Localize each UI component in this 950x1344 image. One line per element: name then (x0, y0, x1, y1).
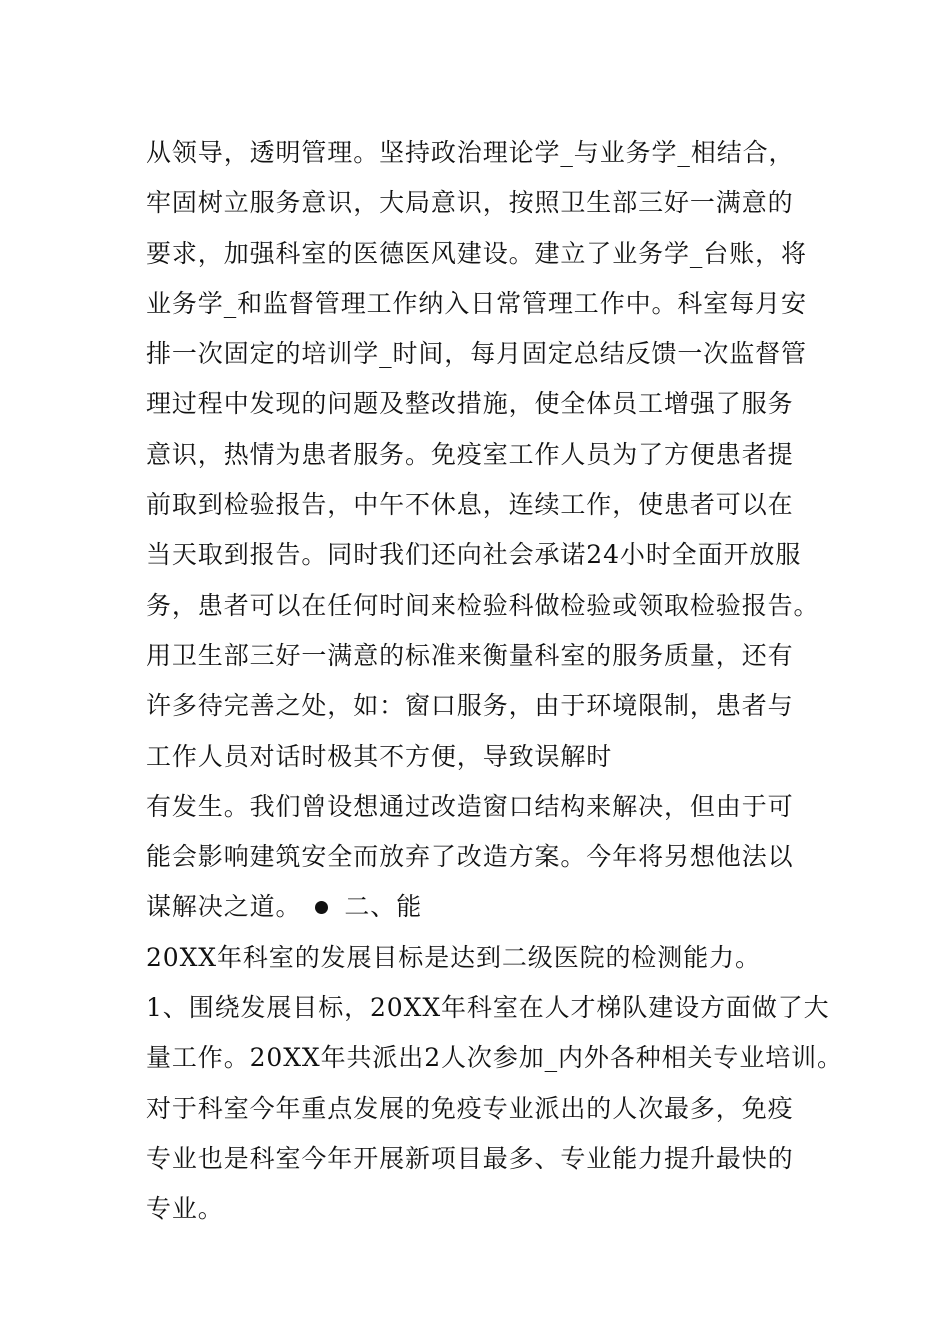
text-line: 前取到检验报告，中午不休息，连续工作，使患者可以在 (146, 490, 794, 520)
text-line: 牢固树立服务意识，大局意识，按照卫生部三好一满意的 (146, 188, 794, 218)
text-line: 对于科室今年重点发展的免疫专业派出的人次最多，免疫 (146, 1093, 794, 1123)
text-line: 有发生。我们曾设想通过改造窗口结构来解决，但由于可 (146, 791, 794, 821)
text-line: 许多待完善之处，如：窗口服务，由于环境限制，患者与 (146, 691, 794, 721)
text-line: 务，患者可以在任何时间来检验科做检验或领取检验报告。 (146, 590, 820, 620)
text-line: 20XX年科室的发展目标是达到二级医院的检测能力。 (146, 942, 761, 972)
text-line: 排一次固定的培训学_时间，每月固定总结反馈一次监督管 (146, 339, 807, 369)
text-line: 理过程中发现的问题及整改措施，使全体员工增强了服务 (146, 389, 794, 419)
bullet-line (146, 882, 846, 932)
text-line: 业务学_和监督管理工作纳入日常管理工作中。科室每月安 (146, 288, 807, 318)
text-line: 能会影响建筑安全而放弃了改造方案。今年将另想他法以 (146, 842, 794, 872)
text-line: 1、围绕发展目标，20XX年科室在人才梯队建设方面做了大 (146, 993, 830, 1023)
text-line: 当天取到报告。同时我们还向社会承诺24小时全面开放服 (146, 540, 802, 570)
text-line: 用卫生部三好一满意的标准来衡量科室的服务质量，还有 (146, 640, 794, 670)
bullet-line-before: 谋解决之道。 (146, 892, 302, 922)
bullet-icon (315, 901, 328, 914)
text-line: 要求，加强科室的医德医风建设。建立了业务学_台账，将 (146, 238, 807, 268)
text-line: 专业。 (146, 1194, 224, 1224)
text-line: 工作人员对话时极其不方便，导致误解时 (146, 741, 613, 771)
text-line: 意识，热情为患者服务。免疫室工作人员为了方便患者提 (146, 439, 794, 469)
text-line: 专业也是科室今年开展新项目最多、专业能力提升最快的 (146, 1143, 794, 1173)
bullet-line-after: 二、能 (344, 892, 423, 922)
text-line: 从领导，透明管理。坚持政治理论学_与业务学_相结合， (146, 138, 795, 167)
document-body (146, 128, 846, 1235)
text-line: 量工作。20XX年共派出2人次参加_内外各种相关专业培训。 (146, 1043, 843, 1073)
